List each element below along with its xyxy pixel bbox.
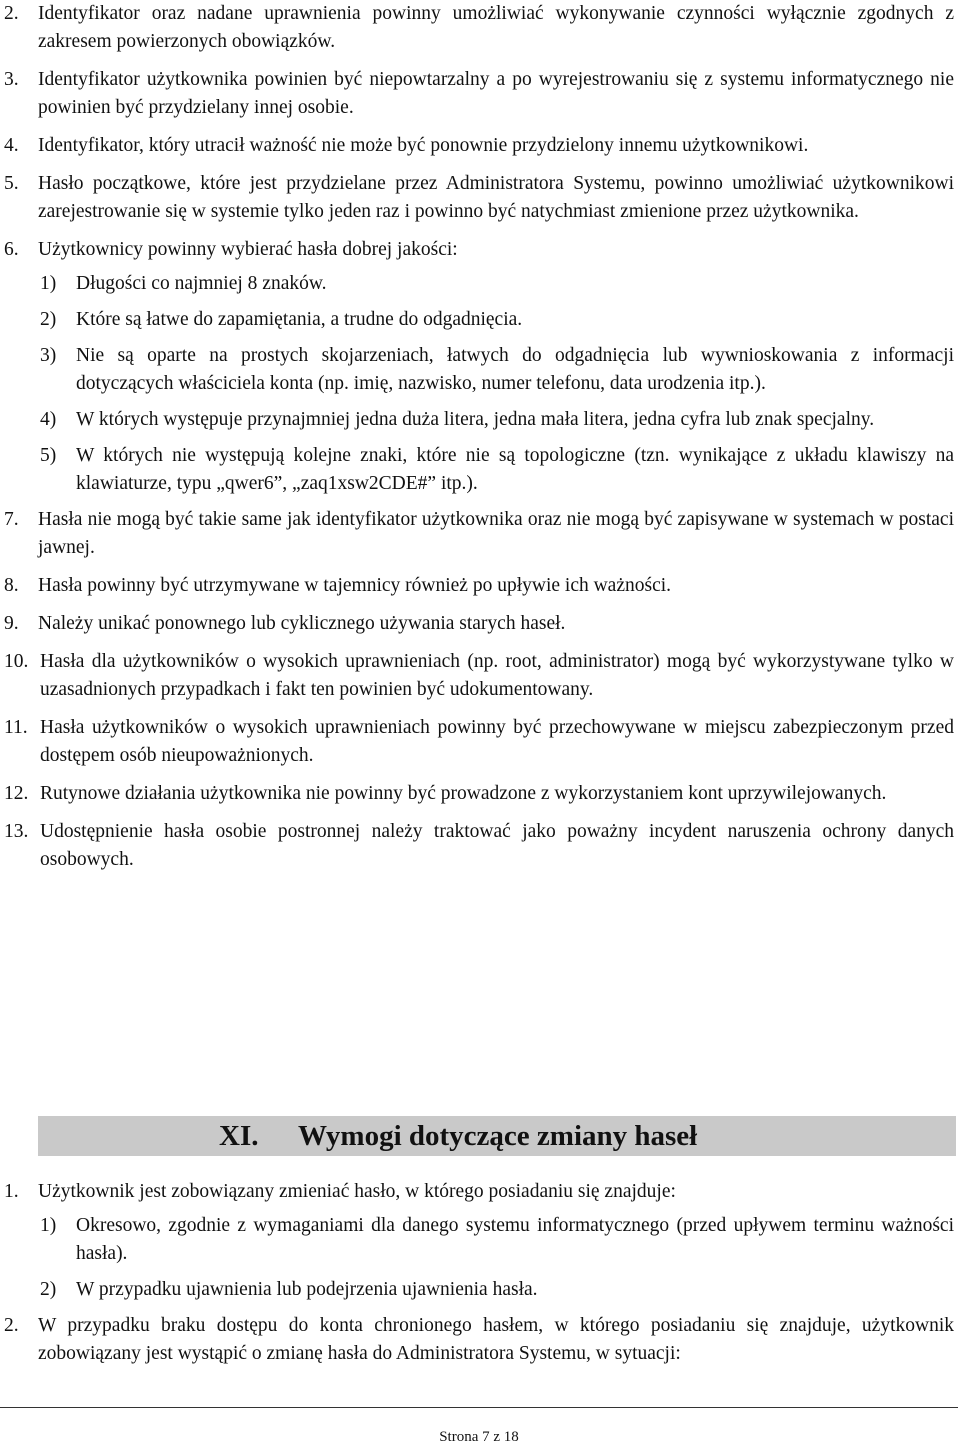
section-heading [38, 1116, 956, 1156]
sublist-item [0, 1276, 960, 1304]
list-item-number: 7. [4, 509, 19, 530]
sublist-item-text: Okresowo, zgodnie z wymaganiami dla danego systemu informatycznego (przed upływem terminu ważności hasła). [76, 1215, 954, 1264]
list-item [0, 132, 960, 160]
list-item-number: 10. [4, 651, 29, 672]
list-item-text: Hasła nie mogą być takie same jak identyfikator użytkownika oraz nie mogą być zapisywane w systemach w postaci jawnej. [38, 509, 954, 558]
list-item-number: 2. [4, 1315, 19, 1336]
list-item [0, 1312, 960, 1368]
list-item-number: 3. [4, 69, 19, 90]
list-item [0, 66, 960, 122]
list-item-number: 1. [4, 1181, 19, 1202]
password-change-list [0, 1178, 960, 1378]
list-item-text: Identyfikator, który utracił ważność nie może być ponownie przydzielony innemu użytkownikowi. [38, 135, 809, 156]
sublist-item-number: 3) [40, 345, 57, 366]
list-item-text: Należy unikać ponownego lub cyklicznego używania starych haseł. [38, 613, 566, 634]
sublist-item [0, 270, 960, 298]
list-item-number: 8. [4, 575, 19, 596]
list-item [0, 610, 960, 638]
list-item [0, 1178, 960, 1206]
list-item-text: Hasła użytkowników o wysokich uprawnieniach powinny być przechowywane w miejscu zabezpieczonym przed dostępem osób nieupoważnionych. [40, 717, 954, 766]
footer-divider [0, 1407, 958, 1408]
list-item-number: 5. [4, 173, 19, 194]
list-item-number: 12. [4, 783, 29, 804]
sublist-item-text: W których nie występują kolejne znaki, które nie są topologiczne (tzn. wynikające z układu klawiszy na klawiaturze, typu „qwer6”, „zaq1xsw2CDE#” itp.). [76, 445, 954, 494]
sublist-item-number: 1) [40, 273, 57, 294]
list-item-text: Rutynowe działania użytkownika nie powinny być prowadzone z wykorzystaniem kont uprzywilejowanych. [40, 783, 887, 804]
list-item [0, 506, 960, 562]
sublist-item-text: Długości co najmniej 8 znaków. [76, 273, 327, 294]
list-item-text: Identyfikator oraz nadane uprawnienia powinny umożliwiać wykonywanie czynności wyłącznie zgodnych z zakresem powierzonych obowiązków. [38, 3, 954, 52]
sublist-item-number: 2) [40, 309, 57, 330]
list-item [0, 170, 960, 226]
sublist-item-number: 2) [40, 1279, 57, 1300]
section-number: XI. [219, 1120, 259, 1152]
list-item-text: Hasła dla użytkowników o wysokich uprawnieniach (np. root, administrator) mogą być wykorzystywane tylko w uzasadnionych przypadkach i fakt ten powinien być udokumentowany. [40, 651, 954, 700]
list-item-number: 6. [4, 239, 19, 260]
section-title: Wymogi dotyczące zmiany haseł [298, 1120, 698, 1152]
sublist-item-text: Które są łatwe do zapamiętania, a trudne do odgadnięcia. [76, 309, 523, 330]
list-item [0, 780, 960, 808]
list-item-number: 4. [4, 135, 19, 156]
list-item-text: W przypadku braku dostępu do konta chronionego hasłem, w którego posiadaniu się znajduje, użytkownik zobowiązany jest wystąpić o zmianę hasła do Administratora Systemu, w sytuacji: [38, 1315, 954, 1364]
sublist-item [0, 342, 960, 398]
sublist-item-text: W przypadku ujawnienia lub podejrzenia ujawnienia hasła. [76, 1279, 538, 1300]
list-item-number: 13. [4, 821, 29, 842]
sublist-item-number: 5) [40, 445, 57, 466]
list-item [0, 714, 960, 770]
sublist-item-number: 4) [40, 409, 57, 430]
page-number: Strona 7 z 18 [439, 1429, 519, 1445]
list-item-text: Hasło początkowe, które jest przydzielane przez Administratora Systemu, powinno umożliwiać użytkownikowi zarejestrowanie się w systemie tylko jeden raz i powinno być natychmiast zmienione przez użytkownika. [38, 173, 954, 222]
list-item-number: 9. [4, 613, 19, 634]
list-item [0, 236, 960, 264]
list-item-text: Identyfikator użytkownika powinien być niepowtarzalny a po wyrejestrowaniu się z systemu informatycznego nie powinien być przydzielany innej osobie. [38, 69, 954, 118]
list-item-text: Użytkownicy powinny wybierać hasła dobrej jakości: [38, 239, 458, 260]
sublist-item [0, 406, 960, 434]
list-item-text: Hasła powinny być utrzymywane w tajemnicy również po upływie ich ważności. [38, 575, 672, 596]
sublist-item [0, 442, 960, 498]
sublist-item [0, 306, 960, 334]
list-item [0, 0, 960, 56]
sublist-item [0, 1212, 960, 1268]
list-item [0, 572, 960, 600]
list-item [0, 818, 960, 874]
list-item-number: 11. [4, 717, 28, 738]
list-item [0, 648, 960, 704]
sublist-item-text: W których występuje przynajmniej jedna duża litera, jedna mała litera, jedna cyfra lub znak specjalny. [76, 409, 875, 430]
list-item-text: Użytkownik jest zobowiązany zmieniać hasło, w którego posiadaniu się znajduje: [38, 1181, 676, 1202]
list-item-text: Udostępnienie hasła osobie postronnej należy traktować jako poważny incydent naruszenia ochrony danych osobowych. [40, 821, 954, 870]
sublist-item-number: 1) [40, 1215, 57, 1236]
sublist-item-text: Nie są oparte na prostych skojarzeniach, łatwych do odgadnięcia lub wywnioskowania z informacji dotyczących właściciela konta (np. imię, nazwisko, numer telefonu, data urodzenia itp.). [76, 345, 954, 394]
list-item-number: 2. [4, 3, 19, 24]
